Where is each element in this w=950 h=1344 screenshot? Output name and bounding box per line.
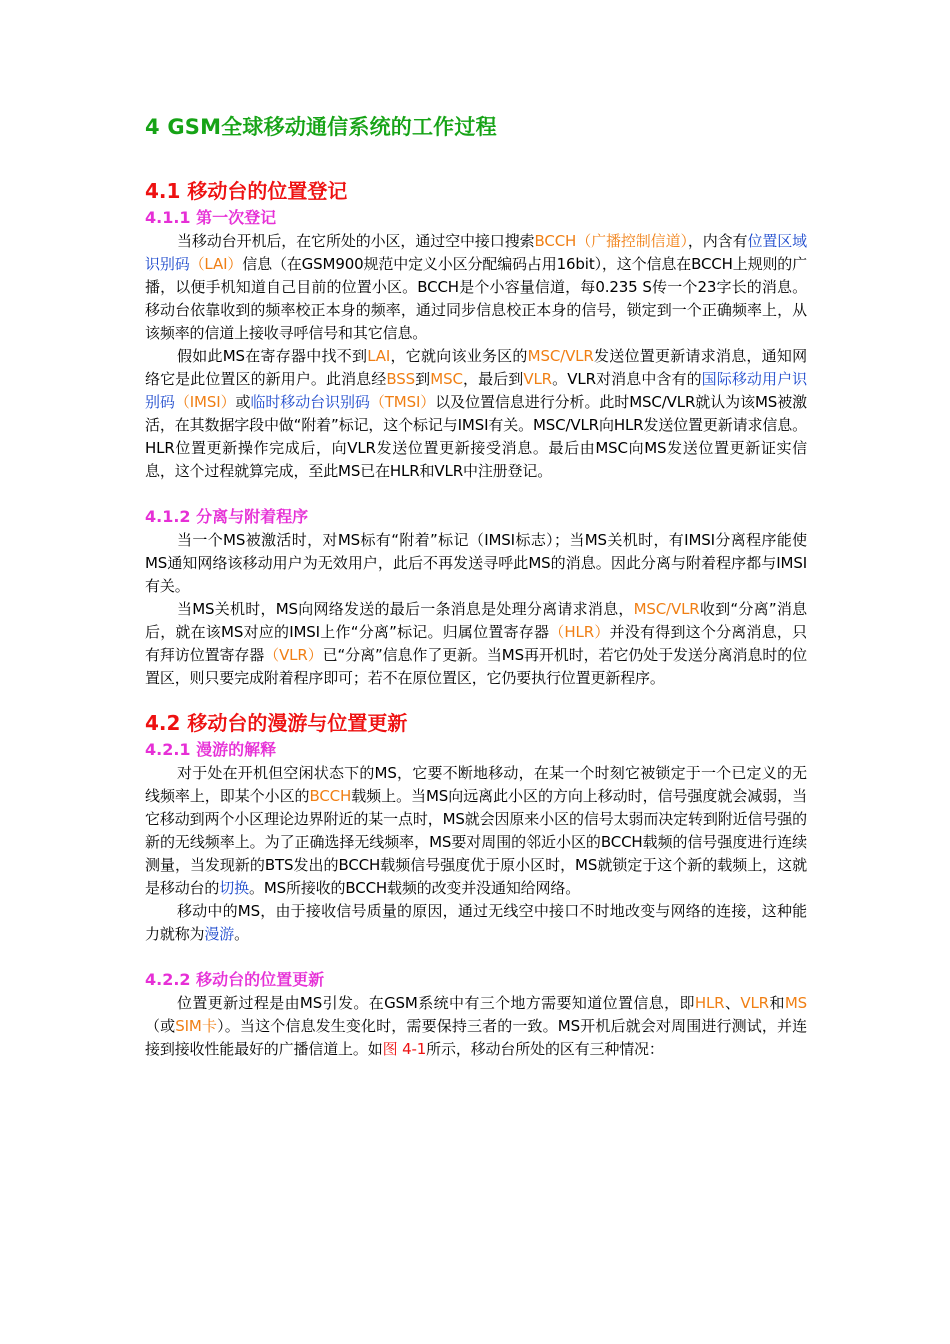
msc-term: MSC [430, 370, 463, 388]
paragraph-roaming-2: 移动中的MS，由于接收信号质量的原因，通过无线空中接口不时地改变与网络的连接，这种能力就称为漫游。 [145, 902, 807, 943]
paragraph-detach-attach-1: 当一个MS被激活时，对MS标有“附着”标记（IMSI标志）；当MS关机时，有IMSI分离程序能使MS通知网络该移动用户为无效用户，此后不再发送寻呼此MS的消息。因此分离与附着程序都与IMSI有关。 [145, 531, 807, 595]
section-heading-4-1: 4.1 移动台的位置登记 [145, 179, 348, 203]
paragraph-detach-attach-2: 当MS关机时，MS向网络发送的最后一条消息是处理分离请求消息，MSC/VLR收到“分离”消息后，就在该MS对应的IMSI上作“分离”标记。归属位置寄存器（HLR）并没有得到这个分离消息，只有拜访位置寄存器（VLR）已“分离”信息作了更新。当MS再开机时，若它仍处于发送分离消息时的位置区，则只要完成附着程序即可；若不在原位置区，它仍要执行位置更新程序。 [145, 600, 808, 687]
roaming-link[interactable]: 漫游 [204, 925, 235, 943]
lai-term: LAI [367, 347, 391, 365]
hlr-term: HLR [694, 994, 725, 1012]
msc-vlr-term: MSC/VLR [527, 347, 594, 365]
bss-term: BSS [386, 370, 415, 388]
bcch-term: BCCH（广播控制信道） [534, 232, 688, 250]
vlr-term: VLR [523, 370, 552, 388]
paragraph-first-registration-2: 假如此MS在寄存器中找不到LAI，它就向该业务区的MSC/VLR发送位置更新请求消息，通知网络它是此位置区的新用户。此消息经BSS到MSC，最后到VLR。VLR对消息中含有的国际移动用户识别码（IMSI）或临时移动台识别码（TMSI）以及位置信息进行分析。此时MSC/VLR就认为该MS被激活，在其数据字段中做“附着”标记，这个标记与IMSI有关。MSC/VLR向HLR发送位置更新请求信息。HLR位置更新操作完成后，向VLR发送位置更新接受消息。最后由MSC向MS发送位置更新证实信息，这个过程就算完成，至此MS已在HLR和VLR中注册登记。 [145, 347, 808, 480]
subsection-heading-4-1-1: 4.1.1 第一次登记 [145, 208, 277, 227]
tmsi-term: （TMSI） [369, 393, 436, 411]
paragraph-roaming-1: 对于处在开机但空闲状态下的MS，它要不断地移动，在某一个时刻它被锁定于一个已定义的无线频率上，即某个小区的BCCH载频上。当MS向远离此小区的方向上移动时，信号强度就会减弱，当它移动到两个小区理论边界附近的某一点时，MS就会因原来小区的信号太弱而决定转到附近信号强的新的无线频率上。为了正确选择无线频率，MS要对周围的邻近小区的BCCH载频的信号强度进行连续测量，当发现新的BTS发出的BCCH载频信号强度优于原小区时，MS就锁定于这个新的载频上，这就是移动台的切换。MS所接收的BCCH载频的改变并没通知给网络。 [145, 764, 807, 897]
tmsi-link[interactable]: 临时移动台识别码 [250, 393, 370, 411]
bcch-term: BCCH [309, 787, 352, 805]
msc-vlr-term: MSC/VLR [633, 600, 700, 618]
imsi-term: （IMSI） [174, 393, 236, 411]
subsection-heading-4-2-2: 4.2.2 移动台的位置更新 [145, 970, 325, 989]
hlr-term: （HLR） [549, 623, 610, 641]
paragraph-location-update-1: 位置更新过程是由MS引发。在GSM系统中有三个地方需要知道位置信息，即HLR、VLR和MS（或SIM卡）。当这个信息发生变化时，需要保持三者的一致。MS开机后就会对周围进行测试，并连接到接收性能最好的广播信道上。如图 4-1所示，移动台所处的区有三种情况： [145, 994, 808, 1058]
document-title: 4 GSM全球移动通信系统的工作过程 [145, 115, 497, 139]
document-page [145, 112, 807, 1061]
sim-term: SIM卡 [175, 1017, 218, 1035]
ms-term: MS [784, 994, 807, 1012]
vlr-term: （VLR） [264, 646, 323, 664]
paragraph-first-registration-1: 当移动台开机后，在它所处的小区，通过空中接口搜索BCCH（广播控制信道），内含有位置区域识别码（LAI）信息（在GSM900规范中定义小区分配编码占用16bit），这个信息在BCCH上规则的广播，以便手机知道自己目前的位置小区。BCCH是个小容量信道，每0.235 S传一个23字长的消息。移动台依靠收到的频率校正本身的频率，通过同步信息校正本身的信号，锁定到一个正确频率上，从该频率的信道上接收寻呼信号和其它信息。 [145, 232, 808, 342]
lai-term: （LAI） [189, 255, 243, 273]
section-heading-4-2: 4.2 移动台的漫游与位置更新 [145, 711, 408, 735]
subsection-heading-4-1-2: 4.1.2 分离与附着程序 [145, 507, 309, 526]
handover-link[interactable]: 切换 [219, 879, 249, 897]
lai-link[interactable]: 位置区域识别码 [145, 232, 808, 273]
imsi-link[interactable]: 国际移动用户识别码 [145, 370, 807, 411]
vlr-term: VLR [740, 994, 769, 1012]
subsection-heading-4-2-1: 4.2.1 漫游的解释 [145, 740, 277, 759]
figure-reference-link[interactable]: 图 4-1 [382, 1040, 427, 1058]
